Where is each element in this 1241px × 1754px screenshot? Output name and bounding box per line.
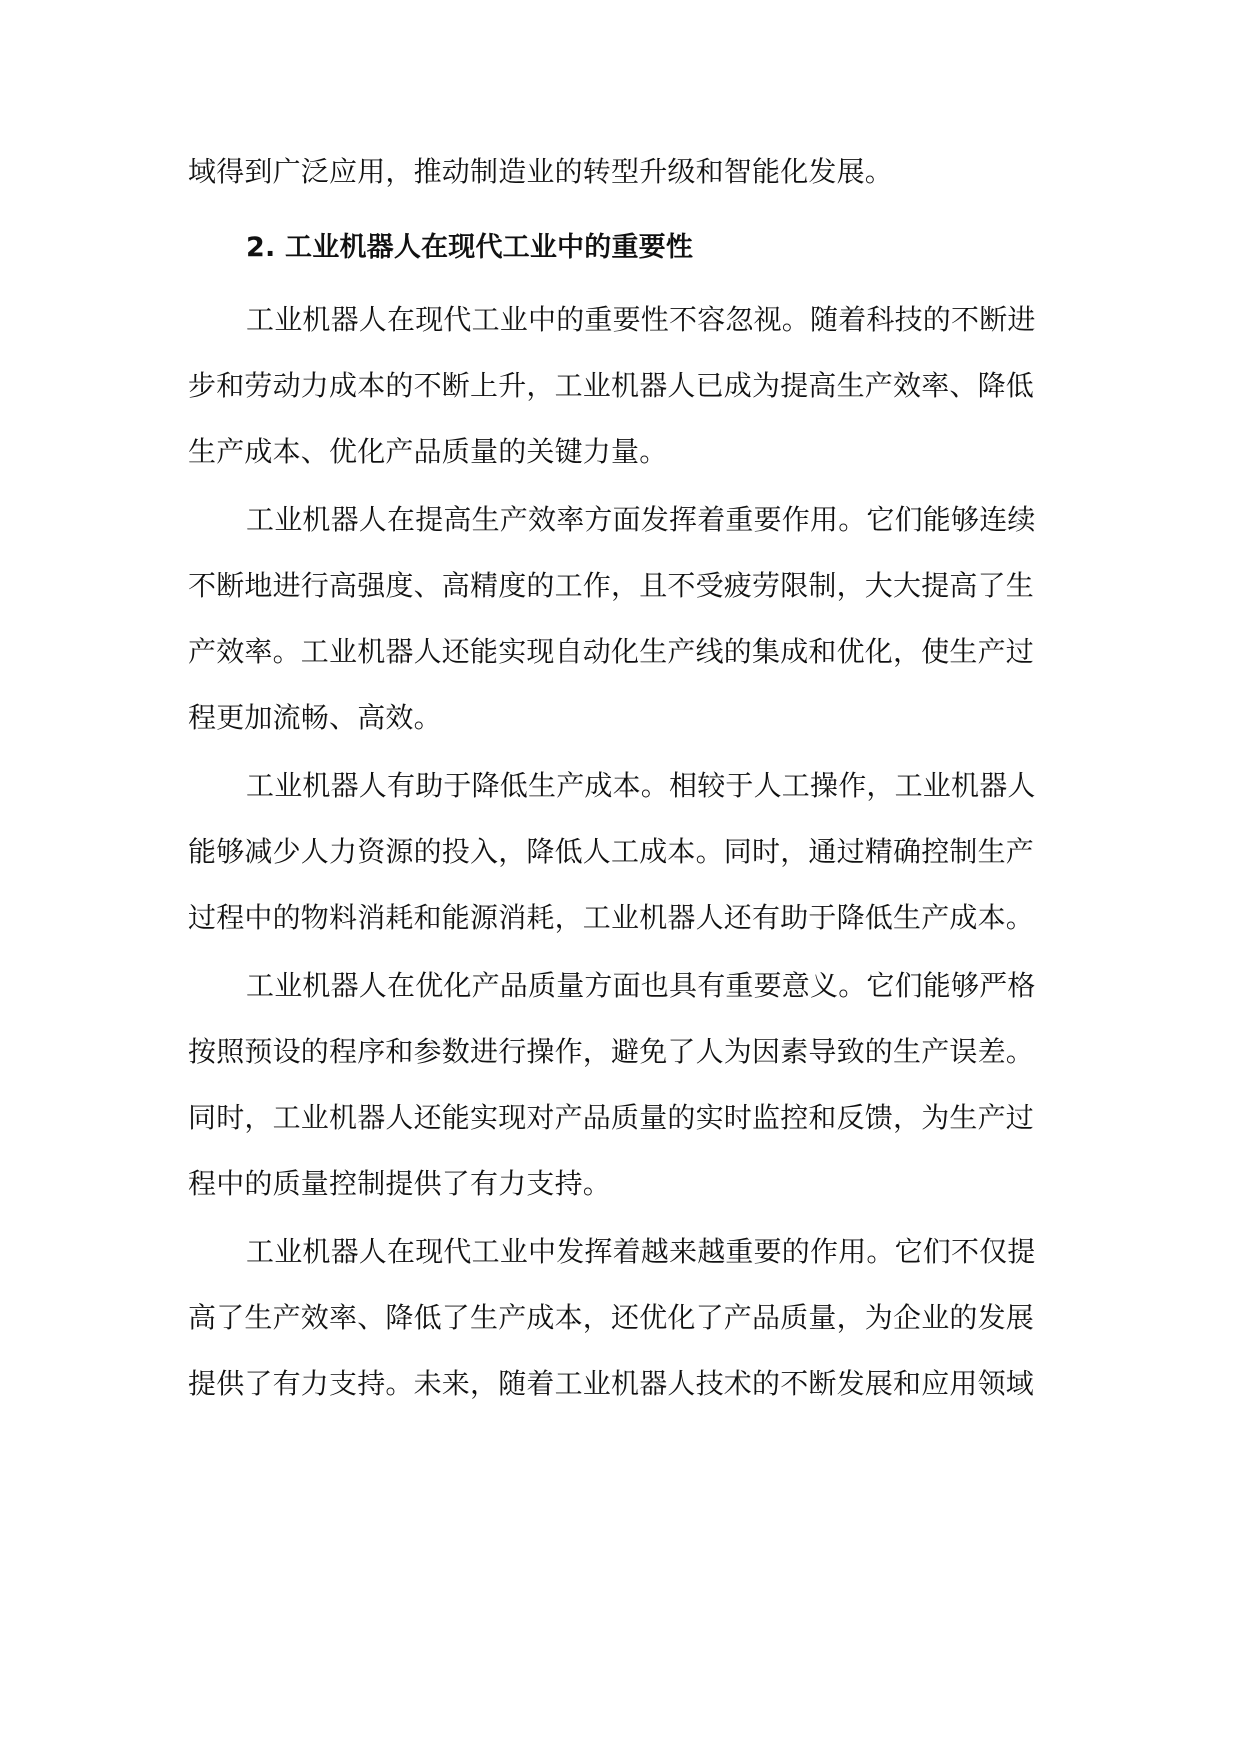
paragraph-line: 工业机器人在现代工业中发挥着越来越重要的作用。它们不仅提 (246, 1235, 1036, 1268)
paragraph-line: 步和劳动力成本的不断上升，工业机器人已成为提高生产效率、降低 (188, 369, 1035, 402)
paragraph-line: 产效率。工业机器人还能实现自动化生产线的集成和优化，使生产过 (188, 635, 1035, 668)
paragraph-line: 生产成本、优化产品质量的关键力量。 (188, 435, 668, 468)
paragraph-line: 提供了有力支持。未来，随着工业机器人技术的不断发展和应用领域 (188, 1367, 1035, 1400)
paragraph-line: 程中的质量控制提供了有力支持。 (188, 1167, 612, 1200)
paragraph-line: 过程中的物料消耗和能源消耗，工业机器人还有助于降低生产成本。 (188, 901, 1035, 934)
paragraph-line: 不断地进行高强度、高精度的工作，且不受疲劳限制，大大提高了生 (188, 569, 1035, 602)
paragraph-line: 能够减少人力资源的投入，降低人工成本。同时，通过精确控制生产 (188, 835, 1035, 868)
section-heading: 2. 工业机器人在现代工业中的重要性 (246, 232, 694, 263)
paragraph-line: 同时，工业机器人还能实现对产品质量的实时监控和反馈，为生产过 (188, 1101, 1035, 1134)
paragraph-line: 按照预设的程序和参数进行操作，避免了人为因素导致的生产误差。 (188, 1035, 1035, 1068)
paragraph-line: 工业机器人在提高生产效率方面发挥着重要作用。它们能够连续 (246, 503, 1036, 536)
paragraph-line: 工业机器人有助于降低生产成本。相较于人工操作，工业机器人 (246, 769, 1036, 802)
text-line: 域得到广泛应用，推动制造业的转型升级和智能化发展。 (188, 155, 894, 188)
paragraph-line: 程更加流畅、高效。 (188, 701, 442, 734)
paragraph-line: 工业机器人在现代工业中的重要性不容忽视。随着科技的不断进 (246, 303, 1036, 336)
paragraph-line: 高了生产效率、降低了生产成本，还优化了产品质量，为企业的发展 (188, 1301, 1035, 1334)
paragraph-line: 工业机器人在优化产品质量方面也具有重要意义。它们能够严格 (246, 969, 1036, 1002)
